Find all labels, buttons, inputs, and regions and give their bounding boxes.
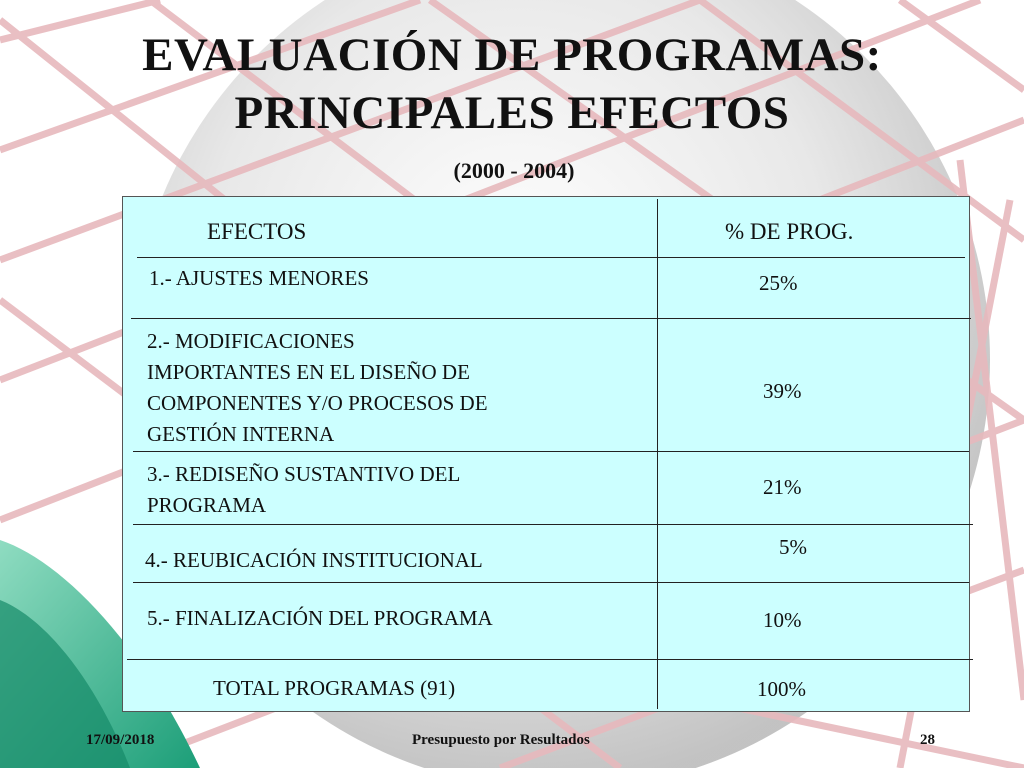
row-1-effect bbox=[149, 263, 369, 294]
total-label: TOTAL PROGRAMAS (91) bbox=[213, 676, 456, 700]
row-3-effect bbox=[147, 459, 460, 521]
row-5-percent: 10% bbox=[763, 608, 802, 632]
row-3-effect-line: 3.- REDISEÑO SUSTANTIVO DEL bbox=[147, 462, 461, 486]
row-2-effect-line: IMPORTANTES EN EL DISEÑO DE bbox=[147, 360, 470, 384]
row-5-effect bbox=[147, 603, 493, 634]
column-divider bbox=[657, 199, 658, 709]
row-3-percent: 21% bbox=[763, 475, 802, 499]
row-divider bbox=[131, 318, 971, 319]
row-divider bbox=[133, 524, 973, 525]
header-effects: EFECTOS bbox=[207, 219, 307, 244]
header-percent: % DE PROG. bbox=[725, 219, 854, 244]
row-2-effect-line: COMPONENTES Y/O PROCESOS DE bbox=[147, 391, 488, 415]
row-divider bbox=[137, 257, 965, 258]
row-2-effect bbox=[147, 326, 488, 450]
row-5-effect-line: 5.- FINALIZACIÓN DEL PROGRAMA bbox=[147, 606, 493, 630]
slide-title-line2: PRINCIPALES EFECTOS bbox=[234, 87, 790, 139]
slide-title-line1: EVALUACIÓN DE PROGRAMAS: bbox=[142, 29, 882, 81]
row-divider bbox=[127, 659, 973, 660]
row-divider bbox=[133, 582, 969, 583]
row-4-effect-line: 4.- REUBICACIÓN INSTITUCIONAL bbox=[145, 548, 483, 572]
slide-footer bbox=[0, 732, 1024, 756]
row-2-effect-line: GESTIÓN INTERNA bbox=[147, 422, 335, 446]
row-1-effect-line: 1.- AJUSTES MENORES bbox=[149, 266, 369, 290]
row-3-effect-line: PROGRAMA bbox=[147, 493, 267, 517]
row-1-percent: 25% bbox=[759, 271, 798, 295]
row-4-effect bbox=[145, 545, 483, 576]
row-2-effect-line: 2.- MODIFICACIONES bbox=[147, 329, 355, 353]
effects-table bbox=[122, 196, 970, 712]
slide-subtitle: (2000 - 2004) bbox=[453, 158, 575, 183]
footer-date: 17/09/2018 bbox=[86, 732, 155, 748]
total-percent: 100% bbox=[757, 677, 806, 701]
footer-title: Presupuesto por Resultados bbox=[412, 732, 590, 748]
row-divider bbox=[133, 451, 969, 452]
row-2-percent: 39% bbox=[763, 379, 802, 403]
footer-page-number: 28 bbox=[920, 732, 935, 748]
row-4-percent: 5% bbox=[779, 535, 807, 559]
